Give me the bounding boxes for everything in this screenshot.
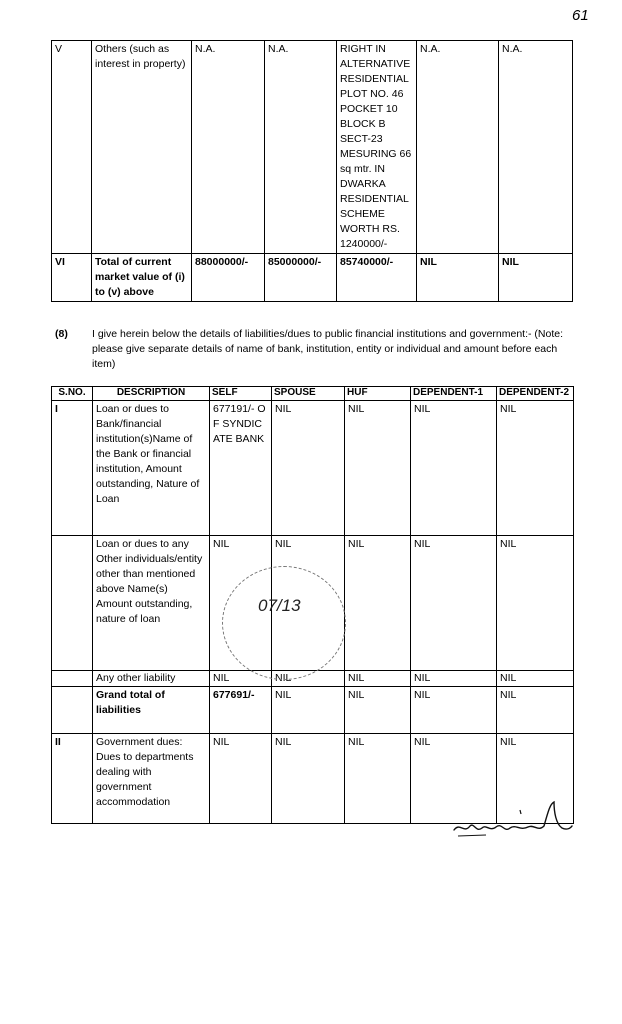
table-row	[52, 41, 573, 254]
table-row	[52, 536, 574, 671]
dependent-2-cell: NIL	[497, 671, 574, 687]
description-cell: Grand total of liabilities	[93, 687, 210, 734]
table-row	[52, 687, 574, 734]
sno-cell	[52, 687, 93, 734]
spouse-cell: 85000000/-	[265, 254, 337, 302]
spouse-cell: NIL	[272, 687, 345, 734]
page-number: 61	[572, 7, 589, 24]
sno-cell: I	[52, 401, 93, 536]
liabilities-table	[51, 386, 574, 824]
dependent-1-cell: NIL	[417, 254, 499, 302]
self-cell: 88000000/-	[192, 254, 265, 302]
description-cell: Any other liability	[93, 671, 210, 687]
header-spouse: SPOUSE	[272, 387, 345, 401]
huf-cell: NIL	[345, 536, 411, 671]
header-dependent-1: DEPENDENT-1	[411, 387, 497, 401]
dependent-2-cell: NIL	[497, 734, 574, 824]
section-text: I give herein below the details of liabilities/dues to public financial institutions and government:- (Note: please give separate details of name of bank, institution, entity or individual and amount before each item)	[92, 328, 564, 370]
self-cell: 677691/-	[210, 687, 272, 734]
spouse-cell: N.A.	[265, 41, 337, 254]
huf-cell: RIGHT IN ALTERNATIVE RESIDENTIAL PLOT NO. 46 POCKET 10 BLOCK B SECT-23 MESURING 66 sq mtr. IN DWARKA RESIDENTIAL SCHEME WORTH RS. 1240000/-	[337, 41, 417, 254]
header-huf: HUF	[345, 387, 411, 401]
table-row	[52, 254, 573, 302]
huf-cell: NIL	[345, 687, 411, 734]
dependent-2-cell: NIL	[499, 254, 573, 302]
dependent-1-cell: NIL	[411, 536, 497, 671]
sno-cell	[52, 536, 93, 671]
self-cell: N.A.	[192, 41, 265, 254]
spouse-cell: NIL	[272, 401, 345, 536]
description-cell: Others (such as interest in property)	[92, 41, 192, 254]
dependent-1-cell: NIL	[411, 671, 497, 687]
spouse-cell: NIL	[272, 536, 345, 671]
huf-cell: NIL	[345, 671, 411, 687]
signature-image	[450, 800, 575, 840]
sno-cell: V	[52, 41, 92, 254]
spouse-cell: NIL	[272, 671, 345, 687]
table-row	[52, 671, 574, 687]
dependent-1-cell: NIL	[411, 401, 497, 536]
dependent-2-cell: N.A.	[499, 41, 573, 254]
header-dependent-2: DEPENDENT-2	[497, 387, 574, 401]
header-description: DESCRIPTION	[93, 387, 210, 401]
header-self: SELF	[210, 387, 272, 401]
dependent-1-cell: NIL	[411, 687, 497, 734]
self-cell: NIL	[210, 671, 272, 687]
dependent-1-cell: NIL	[411, 734, 497, 824]
self-cell: 677191/- OF SYNDICATE BANK	[210, 401, 272, 536]
dependent-1-cell: N.A.	[417, 41, 499, 254]
huf-cell: 85740000/-	[337, 254, 417, 302]
header-row	[52, 387, 574, 401]
header-sno: S.NO.	[52, 387, 93, 401]
self-cell: NIL	[210, 734, 272, 824]
dependent-2-cell: NIL	[497, 536, 574, 671]
huf-cell: NIL	[345, 401, 411, 536]
sno-cell: II	[52, 734, 93, 824]
description-cell: Loan or dues to Bank/financial institution(s)Name of the Bank or financial institution, Amount outstanding, Nature of Loan	[93, 401, 210, 536]
dependent-2-cell: NIL	[497, 687, 574, 734]
description-cell: Loan or dues to any Other individuals/entity other than mentioned above Name(s) Amount outstanding, nature of loan	[93, 536, 210, 671]
table-row	[52, 401, 574, 536]
assets-table	[51, 40, 573, 302]
sno-cell	[52, 671, 93, 687]
description-cell: Total of current market value of (i) to (v) above	[92, 254, 192, 302]
sno-cell: VI	[52, 254, 92, 302]
self-cell: NIL	[210, 536, 272, 671]
section-number: (8)	[55, 328, 68, 340]
spouse-cell: NIL	[272, 734, 345, 824]
huf-cell: NIL	[345, 734, 411, 824]
description-cell: Government dues: Dues to departments dealing with government accommodation	[93, 734, 210, 824]
stamp-handwritten-note: 07/13	[258, 596, 301, 615]
dependent-2-cell: NIL	[497, 401, 574, 536]
